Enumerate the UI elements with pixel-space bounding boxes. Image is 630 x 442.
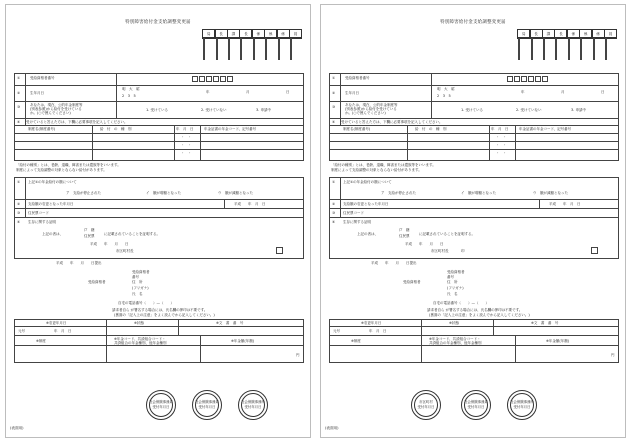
footer-label: (表面用) [10, 426, 24, 430]
approval-cell: 長 [530, 29, 543, 39]
form-page-left: 特別障害給付金支給調整変更届 局 長 課 長 係 係 係 員 ① 受給資格者番号 ② 生年月日 明 大 昭 2 3 5 年 月 日 ③ あなたは、現在、公的年金制度等 (別表参照)から給付を受けている か。(○で囲んでください) 1. 受けている 2. 受けていない 3. 申請中 ④ 受けていると答えた方は、下欄に必要事項を記入してください。 制度名(制度番号) 給 付 の 種 別 年 月 日 年金証書の年金コード、記号番号 ・ ・ ・ ・ ・ ・ 「給付の種別」とは、老齢、退職、障害または遺族等をいいます。 制度によって支給調整の対象とならない給付があります。 ① 上記①の年金給付の額について ア 支給が停止された イ 額が増額となった ウ 額が減額となった ② 支給額の変更となった年月日 平成 年 月 日 ③ 住民票コード ④ 生存に関する証明 上記の者は、 戸 籍 住民票 に記載されていることを証明する。 平成 年 月 日 市区町村長 平成 年 月 日提出 受給資格者 番号 受給資格者 住 所 (フリガナ) 氏 名 自宅の電話番号（ ）—（ ） 請求者自ら が署名する場合には、氏名欄の押印は不要です。 (裏面の「記入上の注意」をよく読んでから記入してください。) ※変更年月日 ※状態 ※文 書 番 号 元号 年 月 日 ※制度 ※年金コード、共済組合コード・ 共済組合の年金種別、他年金種別 ※年金額(年額) 円 社会保険事務局 受付年月日 社会保険事務局 受付年月日 社会保険事務所 受付年月日 (表面用) [5, 4, 311, 438]
approval-cell: 課 [227, 29, 240, 39]
approval-cell: 長 [239, 29, 252, 39]
approval-cell: 係 [567, 29, 580, 39]
note-line: 制度によって支給調整の対象とならない給付があります。 [16, 168, 107, 172]
form-page-right: 特別障害給付金支給調整変更届 局 長 課 長 係 係 係 員 ① 受給資格者番号 ② 生年月日 明 大 昭 2 3 5 年 月 日 ③ あなたは、現在、公的年金制度等 (別表参照)から給付を受けている か。(○で囲んでください) 1. 受けている 2. 受けていない 3. 申請中 ④ 受けていると答えた方は、下欄に必要事項を記入してください。 制度名(制度番号) 給 付 の 種 別 年 月 日 年金証書の年金コード、記号番号 ・ ・ ・ ・ ・ ・ 「給付の種別」とは、老齢、退職、障害または遺族等をいいます。 制度によって支給調整の対象とならない給付があります。 ① 上記①の年金給付の額について ア 支給が停止された イ 額が増額となった ウ 額が減額となった ② 支給額の変更となった年月日 平成 年 月 日 ③ 住民票コード ④ 生存に関する証明 上記の者は、 戸 籍 住民票 に記載されていることを証明する。 平成 年 月 日 市区町村長 印 平成 年 月 日提出 受給資格者 番号 受給資格者 住 所 (フリガナ) 氏 名 自宅の電話番号（ ）—（ ） 請求者自ら が署名する場合には、氏名欄の押印は不要です。 (裏面の「記入上の注意」をよく読んでから記入してください。) ※変更年月日 ※状態 ※文 書 番 号 元号 年 月 日 ※制度 ※年金コード、共済組合コード・ 共済組合の年金種別、他年金種別 ※年金額(年額) 円 市区町村 受付年月日 社会保険事務局 受付年月日 社会保険事務所 受付年月日 (表面用) [320, 4, 626, 438]
seal-mark: 印 [461, 249, 465, 253]
digit-box[interactable] [521, 76, 527, 82]
approval-cell: 係 [252, 29, 265, 39]
applicant-number-label: 受給資格者番号 [30, 76, 55, 80]
reception-stamp: 社会保険事務局 受付年月日 [461, 390, 491, 420]
reception-stamp: 社会保険事務局 受付年月日 [192, 390, 222, 420]
approval-cell: 係 [579, 29, 592, 39]
seal-box [276, 247, 283, 254]
option-not-receiving[interactable]: 2. 受けていない [516, 108, 542, 112]
digit-box[interactable] [220, 76, 226, 82]
phone-label: 自宅の電話番号（ ）—（ ） [118, 301, 174, 305]
approval-cell: 員 [604, 29, 617, 39]
note-line: 「給付の種別」とは、老齢、退職、障害または遺族等をいいます。 [331, 163, 436, 167]
approval-cell: 員 [289, 29, 302, 39]
note-line: 制度によって支給調整の対象とならない給付があります。 [331, 168, 422, 172]
reception-stamp: 社会保険事務局 受付年月日 [146, 390, 176, 420]
info-table [14, 73, 304, 161]
digit-box[interactable] [507, 76, 513, 82]
approval-cell: 局 [202, 29, 215, 39]
approval-cell: 長 [215, 29, 228, 39]
digit-box[interactable] [535, 76, 541, 82]
footer-label: (表面用) [325, 426, 339, 430]
approval-cell: 局 [517, 29, 530, 39]
reception-stamp: 社会保険事務所 受付年月日 [238, 390, 268, 420]
option-applying[interactable]: 3. 申請中 [571, 108, 586, 112]
reception-stamp: 社会保険事務所 受付年月日 [507, 390, 537, 420]
seal-box [591, 247, 598, 254]
digit-box[interactable] [199, 76, 205, 82]
approval-cell: 長 [554, 29, 567, 39]
change-table [329, 177, 619, 259]
change-table [14, 177, 304, 259]
digit-box[interactable] [227, 76, 233, 82]
digit-box[interactable] [192, 76, 198, 82]
info-table [329, 73, 619, 161]
approval-stamp-grid [518, 29, 617, 39]
digit-box[interactable] [206, 76, 212, 82]
approval-cell: 係 [264, 29, 277, 39]
approval-stamp-grid [203, 29, 302, 39]
applicant-number-label: 受給資格者番号 [345, 76, 370, 80]
approval-cell: 係 [592, 29, 605, 39]
option-not-receiving[interactable]: 2. 受けていない [201, 108, 227, 112]
reception-stamp: 市区町村 受付年月日 [411, 390, 441, 420]
birthdate-label: 生年月日 [345, 91, 359, 95]
digit-box[interactable] [542, 76, 548, 82]
option-receiving[interactable]: 1. 受けている [461, 108, 483, 112]
form-title: 特別障害給付金支給調整変更届 [440, 20, 506, 25]
approval-cell: 課 [542, 29, 555, 39]
form-title: 特別障害給付金支給調整変更届 [125, 20, 191, 25]
digit-box[interactable] [528, 76, 534, 82]
digit-box[interactable] [514, 76, 520, 82]
approval-cell: 係 [277, 29, 290, 39]
option-receiving[interactable]: 1. 受けている [146, 108, 168, 112]
option-applying[interactable]: 3. 申請中 [256, 108, 271, 112]
note-line: 「給付の種別」とは、老齢、退職、障害または遺族等をいいます。 [16, 163, 121, 167]
phone-label: 自宅の電話番号（ ）—（ ） [433, 301, 489, 305]
birthdate-label: 生年月日 [30, 91, 44, 95]
digit-box[interactable] [213, 76, 219, 82]
